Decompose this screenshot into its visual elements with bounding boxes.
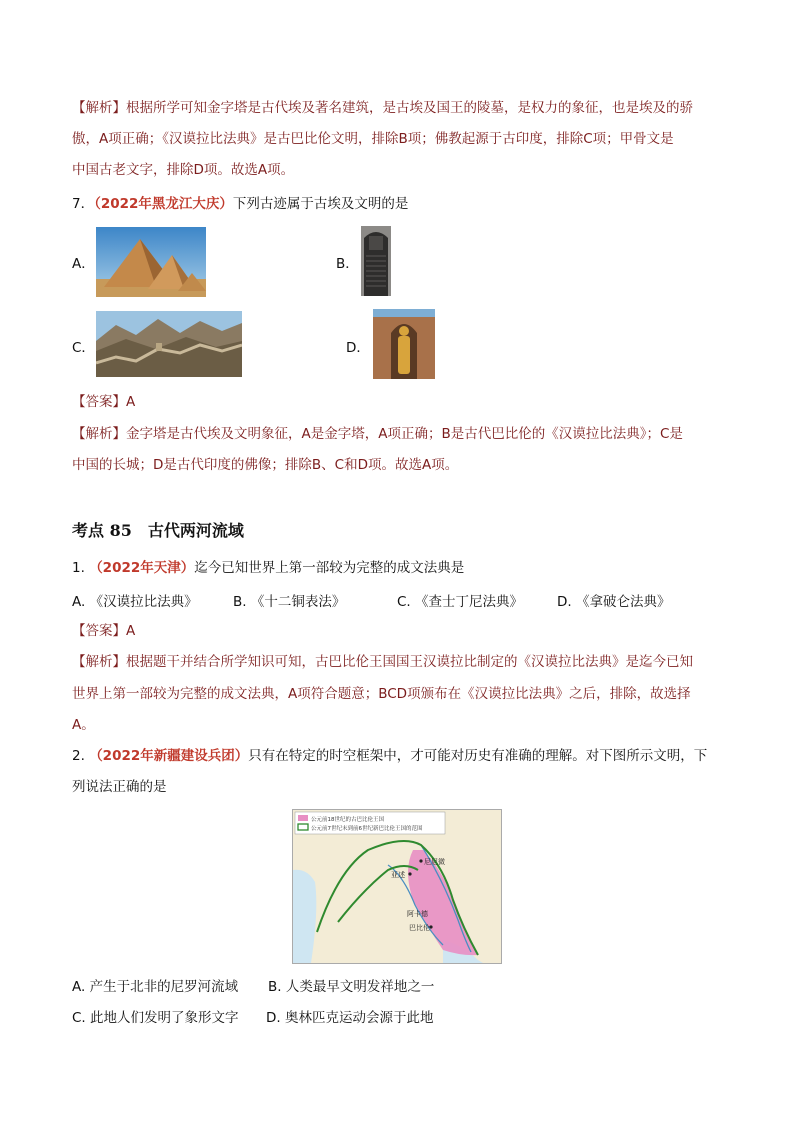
question-stem: 下列古迹属于古埃及文明的是 (232, 196, 409, 212)
option-d: D. 奥林匹克运动会源于此地 (266, 1010, 434, 1026)
legend-2: 公元前7世纪末到前6世纪新巴比伦王国的范围 (311, 826, 423, 832)
buddha-statue-image (373, 309, 435, 379)
option-b-label: B． (336, 256, 359, 272)
answer-line (72, 392, 135, 412)
option-d-label: D． (346, 340, 370, 356)
section-title: 考点 85 古代两河流域 (72, 521, 244, 540)
answer-label: 【答案】 (72, 394, 126, 410)
jiexi-line: 中国的长城；D是古代印度的佛像；排除B、C和D项。故选A项。 (72, 457, 459, 473)
answer-value: A (126, 394, 136, 410)
option-a-label: A． (72, 256, 95, 272)
option-c: C. 此地人们发明了象形文字 (72, 1010, 239, 1026)
place-babylon: 巴比伦 (409, 924, 430, 932)
jiexi-line: 傲，A项正确；《汉谟拉比法典》是古巴比伦文明，排除B项；佛教起源于古印度，排除C项；甲骨文是 (72, 131, 674, 147)
jiexi-line: 【解析】根据所学可知金字塔是古代埃及著名建筑，是古埃及国王的陵墓，是权力的象征，也是埃及的骄 (72, 100, 693, 116)
jiexi-line: 【解析】金字塔是古代埃及文明象征，A是金字塔，A项正确；B是古代巴比伦的《汉谟拉比法典》；C是 (72, 426, 683, 442)
mesopotamia-map (292, 809, 502, 964)
option-c: C. 《查士丁尼法典》 (397, 594, 524, 610)
answer-value: A (126, 623, 136, 639)
jiexi-line: 世界上第一部较为完整的成文法典，A项符合题意；BCD项颁布在《汉谟拉比法典》之后，排除，故选择 (72, 686, 691, 702)
place-nineveh: 尼尼微 (424, 858, 445, 866)
question-source: （2022年天津） (89, 560, 195, 576)
option-a: A. 产生于北非的尼罗河流域 (72, 979, 239, 995)
question-7: 7．（2022年黑龙江大庆）下列古迹属于古埃及文明的是 (72, 196, 409, 212)
question-stem: 迄今已知世界上第一部较为完整的成文法典是 (194, 560, 465, 576)
jiexi-line: A。 (72, 717, 95, 733)
great-wall-image (96, 311, 242, 377)
place-assyria: 亚述 (391, 871, 405, 879)
legend-1: 公元前18世纪的古巴比伦王国 (311, 817, 384, 823)
option-b: B. 《十二铜表法》 (233, 594, 346, 610)
option-b: B. 人类最早文明发祥地之一 (268, 979, 435, 995)
pyramids-image (96, 227, 206, 297)
jiexi-line: 中国古老文字，排除D项。故选A项。 (72, 162, 295, 178)
jiexi-label: 【解析】 (72, 426, 126, 442)
answer-line (72, 621, 135, 641)
jiexi-line: 【解析】根据题干并结合所学知识可知，古巴比伦王国国王汉谟拉比制定的《汉谟拉比法典》是迄今已知 (72, 654, 693, 670)
option-d: D. 《拿破仑法典》 (557, 594, 671, 610)
question-source: （2022年黑龙江大庆） (94, 196, 233, 212)
hammurabi-code-stele-image (361, 226, 391, 296)
answer-label: 【答案】 (72, 623, 126, 639)
jiexi-label: 【解析】 (72, 100, 126, 116)
question-stem: 只有在特定的时空框架中，才可能对历史有准确的理解。对下图所示文明，下 (248, 748, 708, 764)
place-akkad: 阿卡德 (407, 910, 428, 918)
question-stem-cont: 列说法正确的是 (72, 779, 167, 795)
question-1: 1. （2022年天津）迄今已知世界上第一部较为完整的成文法典是 (72, 560, 465, 576)
question-2: 2. （2022年新疆建设兵团）只有在特定的时空框架中，才可能对历史有准确的理解。对下图所示文明，下 (72, 748, 708, 764)
option-a: A. 《汉谟拉比法典》 (72, 594, 198, 610)
question-source: （2022年新疆建设兵团） (89, 748, 249, 764)
jiexi-label: 【解析】 (72, 654, 126, 670)
option-c-label: C． (72, 340, 95, 356)
